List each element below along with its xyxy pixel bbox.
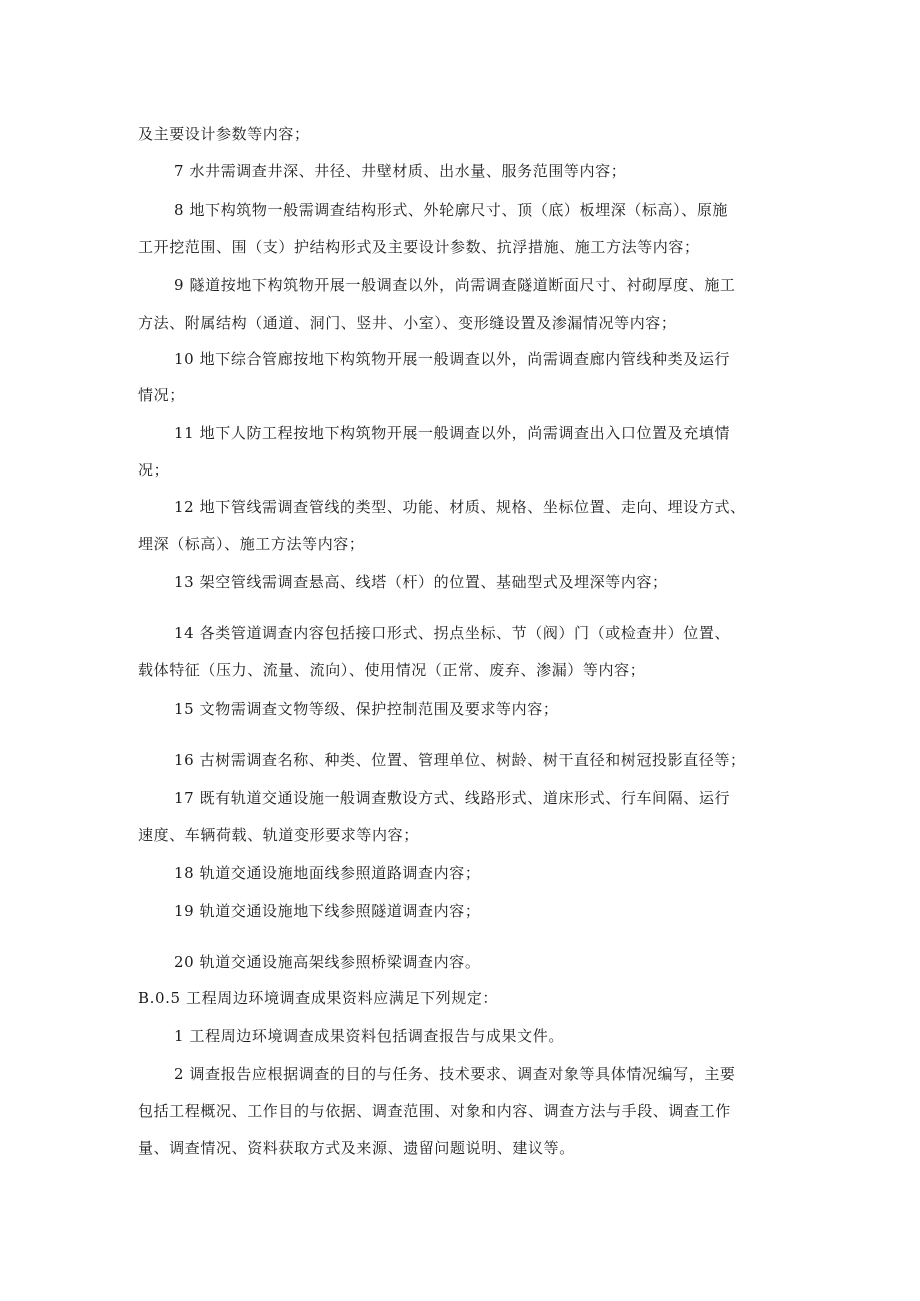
paragraph-line: 量、调查情况、资料获取方式及来源、遗留问题说明、建议等。 — [138, 1139, 575, 1157]
paragraph-line: 17 既有轨道交通设施一般调查敷设方式、线路形式、道床形式、行车间隔、运行 — [174, 789, 731, 807]
paragraph-line: 况； — [138, 461, 170, 479]
paragraph-line: 9 隧道按地下构筑物开展一般调查以外，尚需调查隧道断面尺寸、衬砌厚度、施工 — [174, 276, 736, 294]
paragraph-line: 16 古树需调查名称、种类、位置、管理单位、树龄、树干直径和树冠投影直径等； — [174, 751, 746, 769]
paragraph-line: 方法、附属结构（通道、洞门、竖井、小室）、变形缝设置及渗漏情况等内容； — [138, 314, 677, 332]
paragraph-line: 13 架空管线需调查悬高、线塔（杆）的位置、基础型式及埋深等内容； — [174, 573, 668, 591]
paragraph-line: 及主要设计参数等内容； — [138, 125, 310, 143]
paragraph-line: 工开挖范围、围（支）护结构形式及主要设计参数、抗浮措施、施工方法等内容； — [138, 238, 700, 256]
paragraph-line: 14 各类管道调查内容包括接口形式、拐点坐标、节（阀）门（或检查井）位置、 — [174, 624, 731, 642]
paragraph-line: 载体特征（压力、流量、流向）、使用情况（正常、废弃、渗漏）等内容； — [138, 661, 646, 679]
paragraph-line: 12 地下管线需调查管线的类型、功能、材质、规格、坐标位置、走向、埋设方式、 — [174, 498, 746, 516]
paragraph-line: 包括工程概况、工作目的与依据、调查范围、对象和内容、调查方法与手段、调查工作 — [138, 1102, 731, 1120]
paragraph-line: 19 轨道交通设施地下线参照隧道调查内容； — [174, 902, 481, 920]
paragraph-line: 7 水井需调查井深、井径、井壁材质、出水量、服务范围等内容； — [174, 162, 627, 180]
paragraph-line: 埋深（标高）、施工方法等内容； — [138, 535, 365, 553]
paragraph-line: 20 轨道交通设施高架线参照桥梁调查内容。 — [174, 953, 481, 971]
paragraph-line: 18 轨道交通设施地面线参照道路调查内容； — [174, 864, 481, 882]
paragraph-line: 11 地下人防工程按地下构筑物开展一般调查以外，尚需调查出入口位置及充填情 — [174, 424, 731, 442]
section-heading: B.0.5 工程周边环境调查成果资料应满足下列规定： — [138, 989, 499, 1007]
paragraph-line: 10 地下综合管廊按地下构筑物开展一般调查以外，尚需调查廊内管线种类及运行 — [174, 350, 731, 368]
paragraph-line: 2 调查报告应根据调查的目的与任务、技术要求、调查对象等具体情况编写，主要 — [174, 1065, 736, 1083]
paragraph-line: 8 地下构筑物一般需调查结构形式、外轮廓尺寸、顶（底）板埋深（标高）、原施 — [174, 201, 729, 219]
paragraph-line: 情况； — [138, 386, 185, 404]
paragraph-line: 速度、车辆荷载、轨道变形要求等内容； — [138, 826, 419, 844]
paragraph-line: 1 工程周边环境调查成果资料包括调查报告与成果文件。 — [174, 1027, 564, 1045]
paragraph-line: 15 文物需调查文物等级、保护控制范围及要求等内容； — [174, 700, 559, 718]
